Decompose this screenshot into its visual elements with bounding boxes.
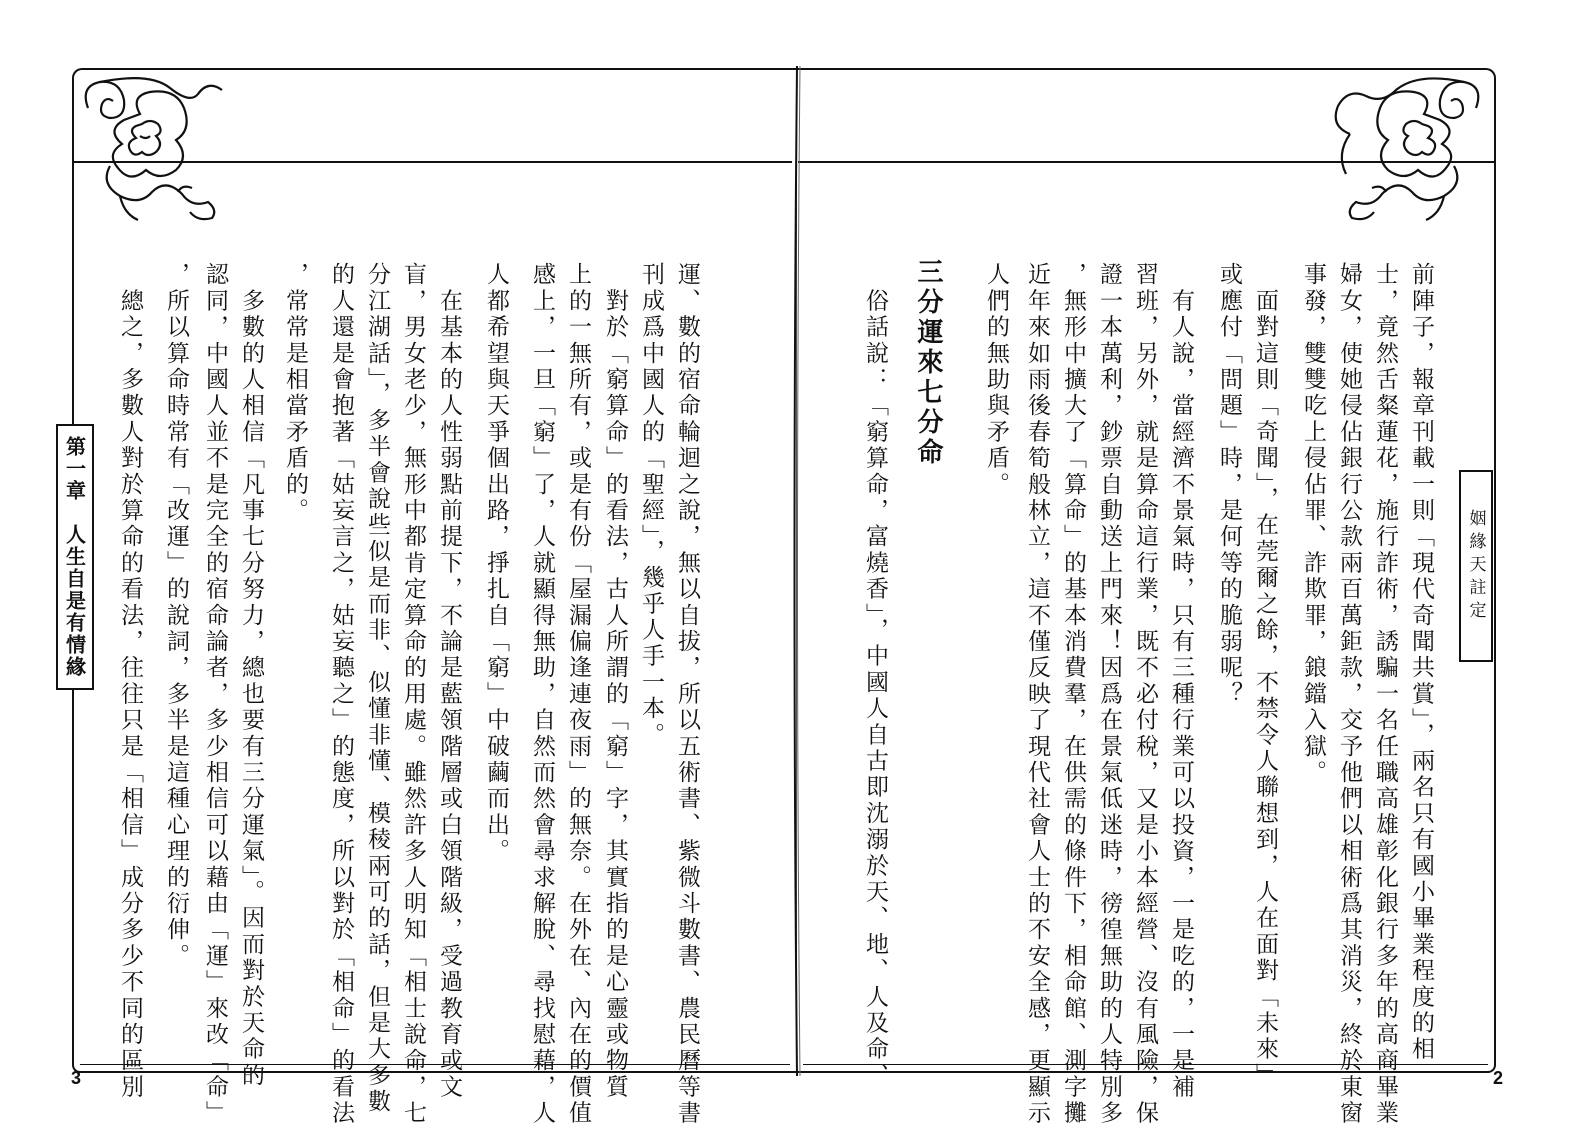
text-column: 運、數的宿命輪迴之說，無以自拔，所以五術書、紫微斗數書、農民曆等書	[674, 262, 700, 1127]
text-column: 證一本萬利，鈔票自動送上門來！因爲在景氣低迷時，徬徨無助的人特別多	[1096, 262, 1122, 1127]
text-column: 分江湖話」，多半會說些似是而非、似懂非懂、模稜兩可的話，但是大多數	[364, 262, 390, 1116]
text-column: 士，竟然舌粲蓮花，施行詐術，誘騙一名任職高雄彰化銀行多年的高商畢業	[1372, 262, 1398, 1127]
text-column: 認同，中國人並不是完全的宿命論者，多少相信可以藉由「運」來改「命」	[202, 262, 228, 1127]
text-column: 面對這則「奇聞」，在莞爾之餘，不禁令人聯想到，人在面對「未來」	[1252, 262, 1278, 1089]
text-column: 盲，男女老少，無形中都肯定算命的用處。雖然許多人明知「相士說命，七	[400, 262, 426, 1127]
text-column: 人都希望與天爭個出路，掙扎自「窮」中破繭而出。	[483, 262, 509, 865]
book-spine	[790, 66, 804, 1076]
text-column: 婦女，使她侵佔銀行公款兩百萬鉅款，交予他們以相術爲其消災，終於東窗	[1336, 262, 1362, 1127]
text-column: 感上，一旦「窮」了，人就顯得無助，自然而然會尋求解脫、尋找慰藉，人	[529, 262, 555, 1127]
text-column: 多數的人相信「凡事七分努力，總也要有三分運氣」。因而對於天命的	[238, 262, 264, 1089]
text-column: 習班，另外，就是算命這行業，既不必付稅，又是小本經營、沒有風險，保	[1132, 262, 1158, 1127]
text-column: 刊成爲中國人的「聖經」，幾乎人手一本。	[638, 262, 664, 749]
chapter-title-tab: 第一章 人生自是有情緣	[56, 424, 94, 690]
text-column: ，所以算命時常有「改運」的說詞，多半是這種心理的衍伸。	[163, 262, 189, 970]
floral-ornament-icon	[80, 74, 230, 226]
text-column: 或應付「問題」時，是何等的脆弱呢？	[1216, 262, 1242, 708]
floral-ornament-icon	[1326, 74, 1484, 230]
text-column: 前陣子，報章刊載一則「現代奇聞共賞」，兩名只有國小畢業程度的相	[1408, 262, 1434, 1063]
text-column: 有人說，當經濟不景氣時，只有三種行業可以投資，一是吃的，一是補	[1168, 262, 1194, 1101]
page-number-right: 2	[1493, 1068, 1504, 1088]
text-column: 俗話說：「窮算命，富燒香」，中國人自古即沈溺於天、地、人及命、	[862, 262, 888, 1089]
text-column: ，常常是相當矛盾的。	[282, 262, 308, 524]
text-column: 對於「窮算命」的看法，古人所謂的「窮」字，其實指的是心靈或物質	[602, 262, 628, 1101]
text-column: 總之，多數人對於算命的看法，往往只是「相信」成分多少不同的區別	[117, 262, 143, 1101]
section-heading: 三分運來七分命	[913, 258, 943, 468]
text-column: 人們的無助與矛盾。	[983, 262, 1009, 498]
text-column: 的人還是會抱著「姑妄言之，姑妄聽之」的態度，所以對於「相命」的看法	[328, 262, 354, 1127]
text-column: 近年來如雨後春筍般林立，這不僅反映了現代社會人士的不安全感，更顯示	[1024, 262, 1050, 1127]
text-column: ，無形中擴大了「算命」的基本消費羣，在供需的條件下，相命館、測字攤	[1060, 262, 1086, 1127]
text-column: 在基本的人性弱點前提下，不論是藍領階層或白領階級，受過教育或文	[436, 262, 462, 1101]
book-title-tab: 姻緣天註定	[1459, 470, 1493, 662]
page-number-left: 3	[71, 1068, 82, 1088]
text-column: 事發，雙雙吃上侵佔罪、詐欺罪，鋃鐺入獄。	[1300, 262, 1326, 786]
text-column: 上的一無所有，或是有份「屋漏偏逢連夜雨」的無奈。在外在、內在的價值	[565, 262, 591, 1127]
